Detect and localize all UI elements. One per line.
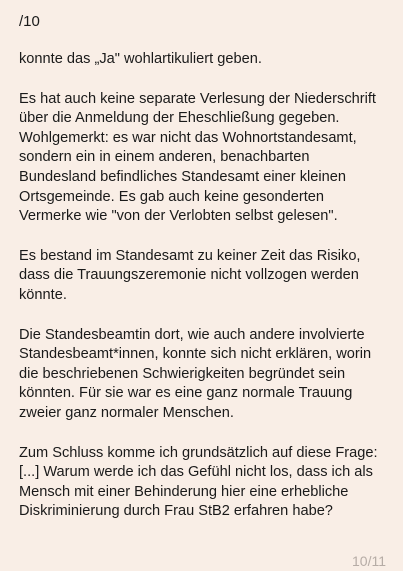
text-line: konnte das „Ja" wohlartikuliert geben. xyxy=(19,51,262,67)
text-line: die beschriebenen Schwierigkeiten begründet sein xyxy=(19,365,346,382)
text-line: Wohlgemerkt: es war nicht das Wohnortstandesamt, xyxy=(19,129,357,146)
paragraph xyxy=(19,247,395,306)
text-line: Es bestand im Standesamt zu keiner Zeit das Risiko, xyxy=(19,247,361,264)
text-line: sondern ein in einem anderen, benachbarten xyxy=(19,149,310,166)
text-line: Mensch mit einer Behinderung hier eine erhebliche xyxy=(19,483,349,500)
text-line: Zum Schluss komme ich grundsätzlich auf diese Frage: xyxy=(19,444,378,461)
page-counter: 10/11 xyxy=(352,553,386,569)
text-line: Ortsgemeinde. Es gab auch keine gesonderten xyxy=(19,188,325,205)
paragraph xyxy=(19,90,395,227)
text-line: könnten. Für sie war es eine ganz normale Trauung xyxy=(19,385,353,402)
text-line: Standesbeamt*innen, konnte sich nicht erklären, worin xyxy=(19,346,372,363)
page-marker: /10 xyxy=(19,13,40,30)
text-line: zweier ganz normaler Menschen. xyxy=(19,404,234,421)
page-content xyxy=(19,50,395,542)
paragraph xyxy=(19,50,395,70)
text-line: Vermerke wie "von der Verlobten selbst gelesen". xyxy=(19,208,338,225)
text-line: [...] Warum werde ich das Gefühl nicht los, dass ich als xyxy=(19,464,373,481)
text-line: dass die Trauungszeremonie nicht vollzogen werden xyxy=(19,267,359,284)
paragraph xyxy=(19,326,395,424)
text-line: Diskriminierung durch Frau StB2 erfahren habe? xyxy=(19,503,333,520)
text-line: über die Anmeldung der Eheschließung gegeben. xyxy=(19,110,340,127)
text-line: Bundesland befindliches Standesamt einer kleinen xyxy=(19,168,346,185)
text-line: Die Standesbeamtin dort, wie auch andere involvierte xyxy=(19,326,365,343)
text-line: Es hat auch keine separate Verlesung der Niederschrift xyxy=(19,90,376,107)
text-line: könnte. xyxy=(19,286,67,303)
paragraph xyxy=(19,444,395,522)
